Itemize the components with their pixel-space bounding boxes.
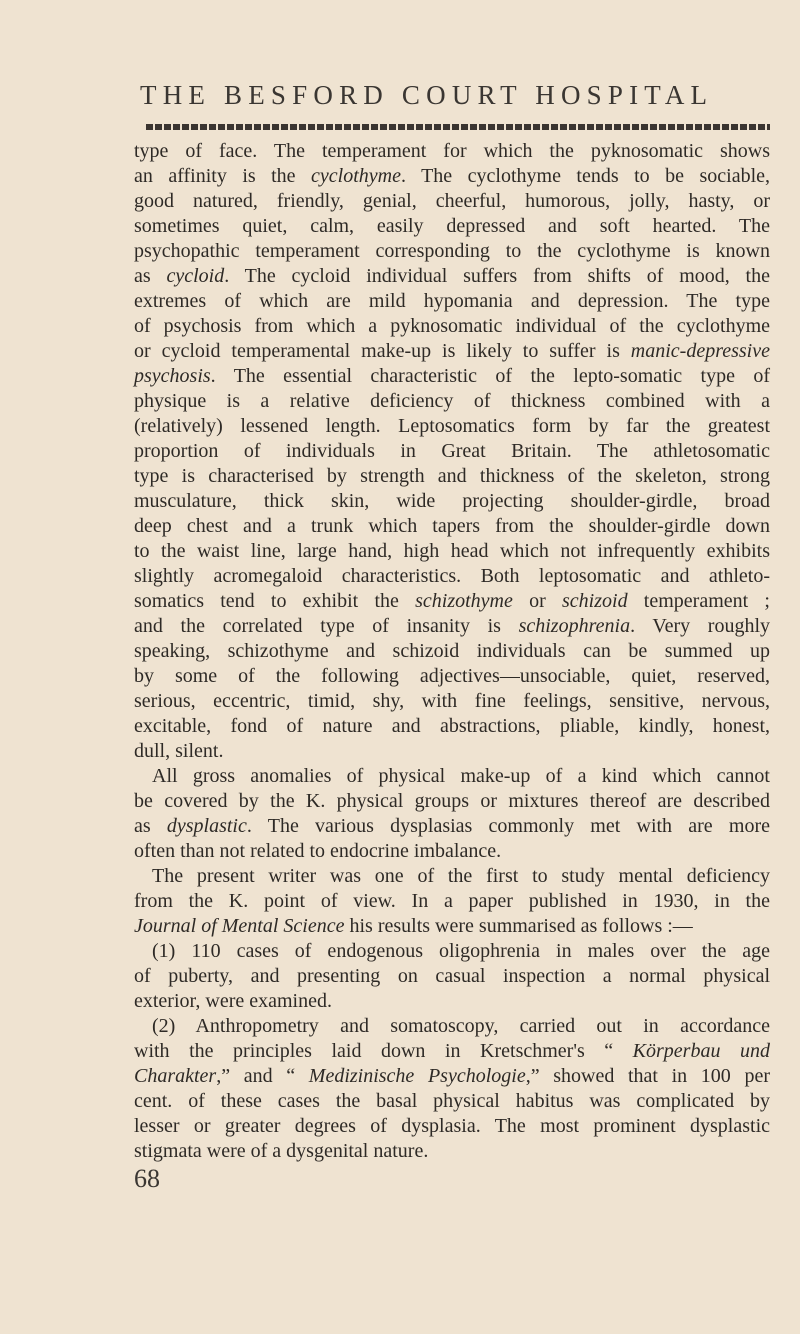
text-line	[134, 814, 770, 839]
text-run: ,” showed that in 100 per	[525, 1065, 770, 1087]
text-run: ,” and “	[216, 1065, 309, 1087]
text-run: serious, eccentric, timid, shy, with fine feelings, sensitive, nervous,	[134, 690, 770, 712]
running-header: THE BESFORD COURT HOSPITAL	[140, 80, 714, 110]
text-run: lesser or greater degrees of dysplasia. The most prominent dysplastic	[134, 1115, 770, 1137]
text-line	[134, 139, 770, 164]
text-run: or cycloid temperamental make-up is likely to suffer is	[134, 340, 631, 362]
text-run: cent. of these cases the basal physical habitus was complicated by	[134, 1090, 770, 1112]
text-run: by some of the following adjectives—unsociable, quiet, reserved,	[134, 665, 770, 687]
text-line	[134, 189, 770, 214]
text-run: . The essential characteristic of the lepto-somatic type of	[210, 365, 770, 387]
text-run: slightly acromegaloid characteristics. Both leptosomatic and athleto-	[134, 565, 770, 587]
text-run: (1) 110 cases of endogenous oligophrenia in males over the age	[152, 940, 770, 962]
text-run: somatics tend to exhibit the	[134, 590, 416, 612]
text-run: and the correlated type of insanity is	[134, 615, 519, 637]
text-run: excitable, fond of nature and abstractions, pliable, kindly, honest,	[134, 715, 770, 737]
text-run: good natured, friendly, genial, cheerful, humorous, jolly, hasty, or	[134, 190, 770, 212]
text-line	[134, 289, 770, 314]
text-run: of puberty, and presenting on casual inspection a normal physical	[134, 965, 770, 987]
text-line	[134, 1114, 770, 1139]
text-line	[134, 739, 770, 764]
text-line	[134, 314, 770, 339]
text-line	[134, 839, 770, 864]
text-run: . The various dysplasias commonly met with are more	[246, 815, 770, 837]
text-run: from the K. point of view. In a paper published in 1930, in the	[134, 890, 770, 912]
text-line	[134, 1139, 770, 1164]
text-run: temperament ;	[627, 590, 770, 612]
text-line	[134, 239, 770, 264]
text-run: . Very roughly	[630, 615, 771, 637]
text-run: deep chest and a trunk which tapers from the shoulder-girdle down	[134, 515, 770, 537]
text-run: as	[134, 265, 167, 287]
text-line	[134, 1089, 770, 1114]
italic-text: schizothyme	[415, 590, 513, 612]
text-run: extremes of which are mild hypomania and depression. The type	[134, 290, 770, 312]
text-line	[134, 639, 770, 664]
italic-text: Journal of Mental Science	[134, 915, 345, 937]
text-line	[134, 989, 770, 1014]
text-line	[134, 264, 770, 289]
text-line	[134, 439, 770, 464]
text-run: with the principles laid down in Kretschmer's “	[134, 1040, 633, 1062]
text-line	[134, 539, 770, 564]
text-run: often than not related to endocrine imbalance.	[134, 840, 502, 862]
text-run: (2) Anthropometry and somatoscopy, carried out in accordance	[152, 1015, 770, 1037]
text-run: psychopathic temperament corresponding to the cyclothyme is known	[134, 240, 770, 262]
text-run: speaking, schizothyme and schizoid individuals can be summed up	[134, 640, 770, 662]
decorative-rule	[146, 124, 770, 130]
text-line	[134, 414, 770, 439]
text-line	[134, 764, 770, 789]
text-line	[134, 864, 770, 889]
text-line	[134, 389, 770, 414]
text-line	[134, 939, 770, 964]
text-run: to the waist line, large hand, high head which not infrequently exhibits	[134, 540, 770, 562]
text-run: stigmata were of a dysgenital nature.	[134, 1140, 429, 1162]
text-run: of psychosis from which a pyknosomatic individual of the cyclothyme	[134, 315, 770, 337]
text-line	[134, 214, 770, 239]
text-run: his results were summarised as follows :—	[344, 915, 693, 937]
text-line	[134, 514, 770, 539]
italic-text: cycloid	[166, 265, 225, 287]
italic-text: Körperbau und	[632, 1040, 770, 1062]
text-run: musculature, thick skin, wide projecting shoulder-girdle, broad	[134, 490, 770, 512]
text-line	[134, 689, 770, 714]
text-run: be covered by the K. physical groups or mixtures thereof are described	[134, 790, 770, 812]
italic-text: schizoid	[562, 590, 628, 612]
text-line	[134, 1064, 770, 1089]
text-line	[134, 489, 770, 514]
text-run: an affinity is the	[134, 165, 312, 187]
text-run: . The cyclothyme tends to be sociable,	[400, 165, 770, 187]
text-line	[134, 464, 770, 489]
text-line	[134, 364, 770, 389]
text-run: (relatively) lessened length. Leptosomatics form by far the greatest	[134, 415, 770, 437]
text-run: type is characterised by strength and thickness of the skeleton, strong	[134, 465, 770, 487]
text-run: physique is a relative deficiency of thickness combined with a	[134, 390, 770, 412]
text-run: All gross anomalies of physical make-up of a kind which cannot	[152, 765, 770, 787]
text-line	[134, 664, 770, 689]
text-run: or	[512, 590, 563, 612]
text-line	[134, 589, 770, 614]
italic-text: Medizinische Psychologie	[308, 1065, 526, 1087]
italic-text: manic-depressive	[630, 340, 770, 362]
text-run: type of face. The temperament for which the pyknosomatic shows	[134, 140, 770, 162]
text-run: The present writer was one of the first to study mental deficiency	[152, 865, 770, 887]
text-line	[134, 789, 770, 814]
text-line	[134, 914, 770, 939]
italic-text: dysplastic	[166, 815, 247, 837]
body-text	[134, 139, 770, 1164]
text-run: sometimes quiet, calm, easily depressed and soft hearted. The	[134, 215, 770, 237]
text-line	[134, 964, 770, 989]
italic-text: schizophrenia	[518, 615, 631, 637]
page-number: 68	[134, 1164, 160, 1193]
text-line	[134, 889, 770, 914]
text-line	[134, 714, 770, 739]
text-line	[134, 564, 770, 589]
text-line	[134, 614, 770, 639]
text-run: dull, silent.	[134, 740, 224, 762]
italic-text: psychosis	[134, 365, 211, 387]
text-run: exterior, were examined.	[134, 990, 332, 1012]
text-run: as	[134, 815, 167, 837]
italic-text: Charakter	[134, 1065, 217, 1087]
text-line	[134, 164, 770, 189]
text-line	[134, 339, 770, 364]
text-line	[134, 1039, 770, 1064]
text-line	[134, 1014, 770, 1039]
italic-text: cyclothyme	[311, 165, 401, 187]
text-run: proportion of individuals in Great Britain. The athletosomatic	[134, 440, 770, 462]
text-run: . The cycloid individual suffers from shifts of mood, the	[224, 265, 770, 287]
